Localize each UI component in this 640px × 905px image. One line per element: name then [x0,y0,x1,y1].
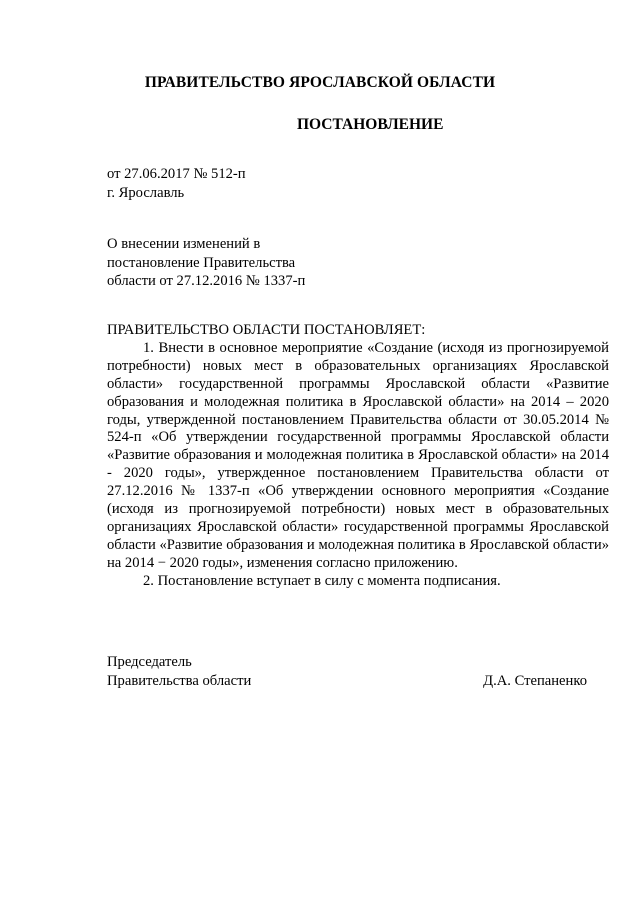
decree-city: г. Ярославль [107,185,185,201]
subject-line: постановление Правительства [107,254,296,271]
preamble: ПРАВИТЕЛЬСТВО ОБЛАСТИ ПОСТАНОВЛЯЕТ: [107,322,426,338]
decree-body [107,322,609,591]
paragraph-2: 2. Постановление вступает в силу с момента подписания. [143,572,501,589]
decree-meta [107,165,246,203]
signatory-name: Д.А. Степаненко [483,672,587,689]
government-title: ПРАВИТЕЛЬСТВО ЯРОСЛАВСКОЙ ОБЛАСТИ [144,74,496,91]
signatory-position-line1: Председатель [107,654,192,670]
document-type-title: ПОСТАНОВЛЕНИЕ [297,116,444,133]
subject-line: области от 27.12.2016 № 1337-п [107,273,306,289]
subject-line: О внесении изменений в [107,236,261,252]
decree-subject [107,235,305,291]
decree-date-number: от 27.06.2017 № 512-п [107,166,246,182]
paragraph-1: 1. Внести в основное мероприятие «Создание (исходя из прогнозируемой потребности) новых мест в образовательных организациях Ярославской области» государственной программы Ярославской области «Развитие образования и молодежная политика в Ярославской области» на 2014 – 2020 годы, утвержденной постановлением Правительства области от 30.05.2014 № 524-п «Об утверждении государственной программы Ярославской области «Развитие образования и молодежная политика в Ярославской области» на 2014 - 2020 годы», утвержденное постановлением Правительства области от 27.12.2016 № 1337-п «Об утверждении основного мероприятия «Создание (исходя из прогнозируемой потребности) новых мест в образовательных организациях Ярославской области» государственной программы Ярославской области «Развитие образования и молодежная политика в Ярославской области» на 2014 − 2020 годы», изменения согласно приложению. [107,339,609,571]
signature-row [107,672,587,691]
signature-block [107,653,587,690]
signatory-position-line2: Правительства области [107,672,252,689]
